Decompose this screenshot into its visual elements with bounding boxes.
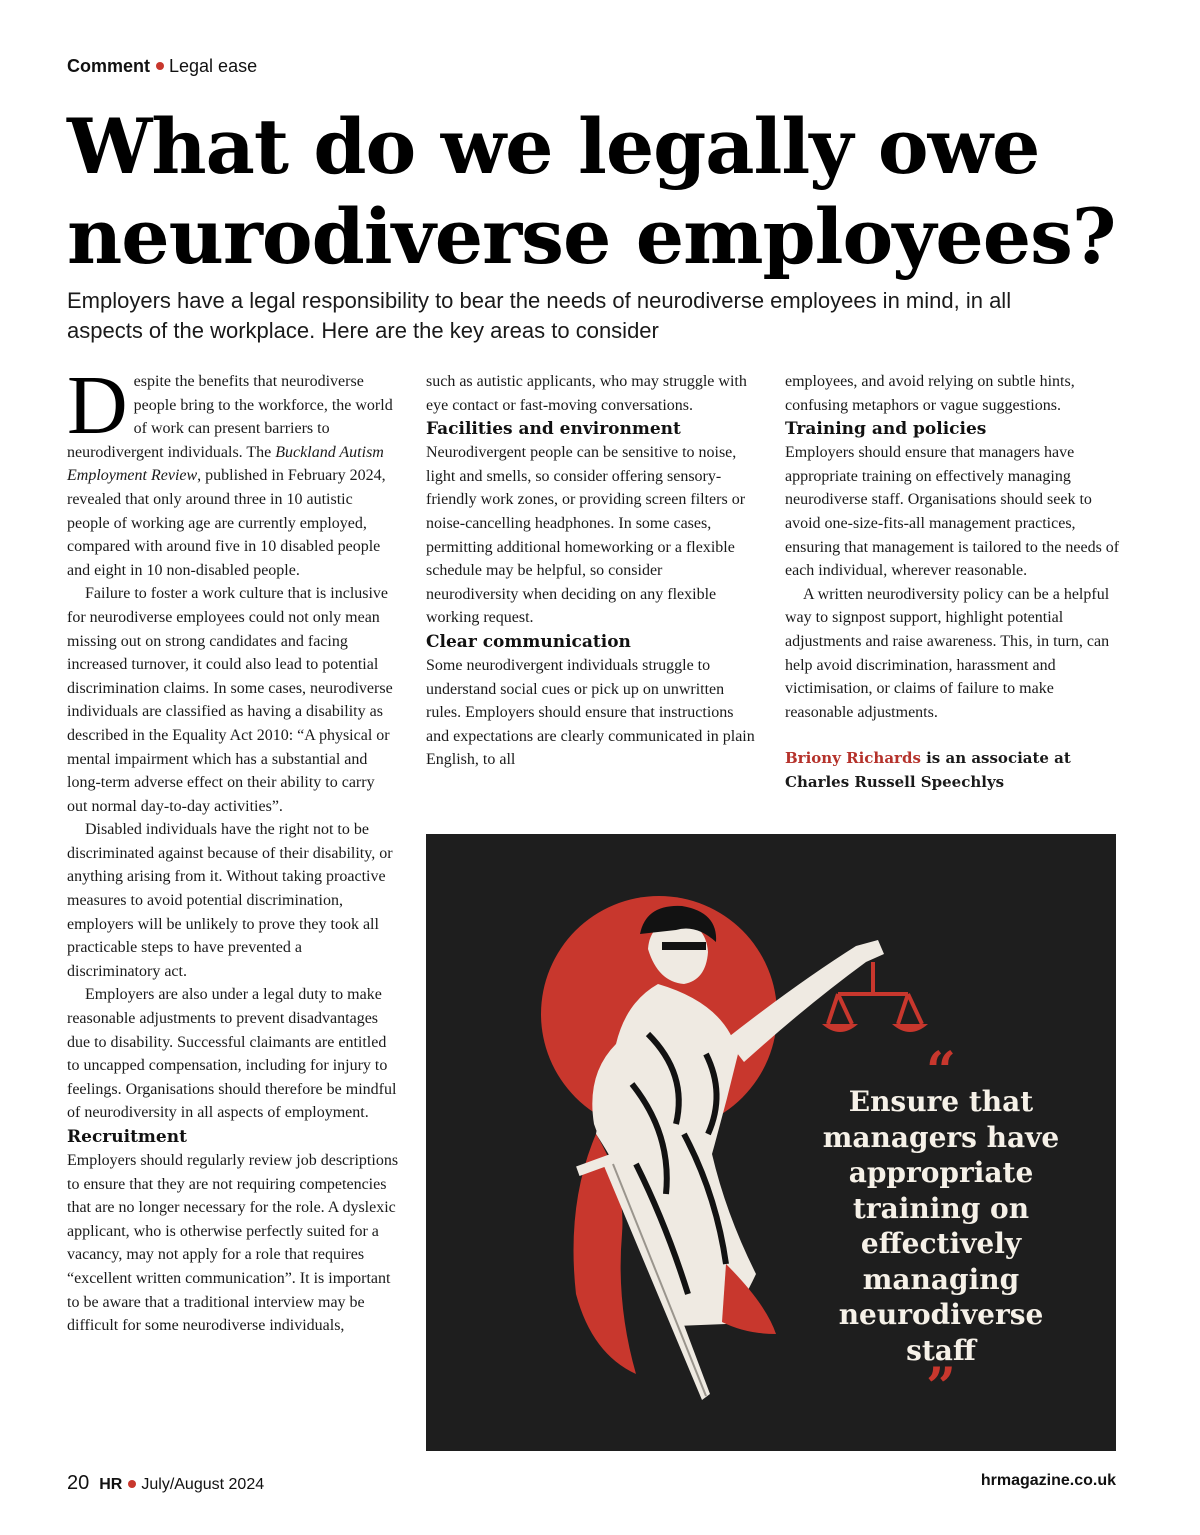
subhead-facilities: Facilities and environment xyxy=(426,419,681,440)
section-label: Comment xyxy=(67,56,151,76)
open-quote-icon: “ xyxy=(926,1041,956,1102)
body-paragraph: Employers should regularly review job descriptions to ensure that they are not requiring competencies that are no longer necessary for the role. A dyslexic applicant, who is otherwise perfectly suited for a vacancy, may not apply for a role that requires “excellent written communication”. It is important to be aware that a traditional interview may be difficult for some neurodiverse individuals, xyxy=(67,1152,399,1335)
review-title: Buckland Autism Employment Review xyxy=(67,443,384,485)
subhead-training: Training and policies xyxy=(785,419,987,440)
subhead-communication: Clear communication xyxy=(426,631,631,652)
bullet-dot-icon xyxy=(128,1480,136,1488)
footer-folio xyxy=(67,1472,264,1495)
body-paragraph: such as autistic applicants, who may struggle with eye contact or fast-moving conversations. xyxy=(426,373,747,414)
page-number: 20 xyxy=(67,1472,90,1494)
body-paragraph: A written neurodiversity policy can be a helpful way to signpost support, highlight potential adjustments and raise awareness. This, in turn, can help avoid discrimination, harassment and victimisation, or claims of failure to make reasonable adjustments. xyxy=(785,585,1110,721)
column-3 xyxy=(785,370,1120,794)
magazine-name: HR xyxy=(99,1476,123,1493)
drop-cap: D xyxy=(67,359,128,452)
body-paragraph: Employers should ensure that managers have appropriate training on effectively managing neurodiverse staff. Organisations should seek to avoid one-size-fits-all management practices, ensuring that management is tailored to the needs of each individual, wherever reasonable. xyxy=(785,444,1120,580)
issue-date: July/August 2024 xyxy=(141,1476,265,1493)
body-paragraph: Failure to foster a work culture that is inclusive for neurodiverse employees could not only mean missing out on strong candidates and facing increased turnover, it could also lead to potential discrimination claims. In some cases, neurodiverse individuals are classified as having a disability as described in the Equality Act 2010: “A physical or mental impairment which has a substantial and long-term adverse effect on their ability to carry out normal day-to-day activities”. xyxy=(67,585,393,815)
body-paragraph: employees, and avoid relying on subtle hints, confusing metaphors or vague suggestions. xyxy=(785,373,1075,414)
pull-quote-text: Ensure that managers have appropriate training on effectively managing neurodiverse staff xyxy=(822,1085,1060,1367)
website-link[interactable]: hrmagazine.co.uk xyxy=(980,1472,1116,1489)
pull-quote xyxy=(821,1041,1061,1418)
illustration-panel xyxy=(426,834,1116,1451)
section-tag xyxy=(67,56,257,77)
headline: What do we legally owe neurodiverse employees? xyxy=(67,102,1116,281)
intro-text-b: , published in February 2024, revealed that only around three in 10 autistic people of working age are currently employed, compared with around five in 10 disabled people and eight in 10 non-disabled people. xyxy=(67,467,386,579)
body-paragraph: Employers are also under a legal duty to make reasonable adjustments to prevent disadvantages due to disability. Successful claimants are entitled to uncapped compensation, including for injury to feelings. Organisations should therefore be mindful of neurodiversity in all aspects of employment. xyxy=(67,986,397,1122)
subsection-label: Legal ease xyxy=(169,56,258,76)
author-name: Briony Richards xyxy=(785,749,921,768)
author-role: is an associate at Charles Russell Speechlys xyxy=(785,749,1071,792)
intro-paragraph xyxy=(67,359,399,582)
intro-text-a: espite the benefits that neurodiverse people bring to the workforce, the world of work can present barriers to neurodivergent individuals. The xyxy=(67,373,393,461)
body-paragraph: Neurodivergent people can be sensitive to noise, light and smells, so consider offering sensory-friendly work zones, or providing screen filters or noise-cancelling headphones. In some cases, permitting additional homeworking or a flexible schedule may be helpful, so consider neurodiversity when deciding on any flexible working request. xyxy=(426,444,746,627)
close-quote-icon: ” xyxy=(926,1357,956,1418)
subhead-recruitment: Recruitment xyxy=(67,1127,187,1147)
body-paragraph: Disabled individuals have the right not to be discriminated against because of their disability, or anything arising from it. Without taking proactive measures to avoid potential discrimination, employers will be unlikely to prove they took all practicable steps to have prevented a discriminatory act. xyxy=(67,821,393,980)
column-1 xyxy=(67,359,399,1338)
column-2 xyxy=(426,370,756,772)
standfirst: Employers have a legal responsibility to bear the needs of neurodiverse employees in mind, in all aspects of the workplace. Here are the key areas to consider xyxy=(67,288,1012,343)
body-paragraph: Some neurodivergent individuals struggle to understand social cues or pick up on unwritten rules. Employers should ensure that instructions and expectations are clearly communicated in plain English, to all xyxy=(426,656,755,769)
bullet-dot-icon xyxy=(156,62,164,70)
author-byline xyxy=(785,746,1120,794)
